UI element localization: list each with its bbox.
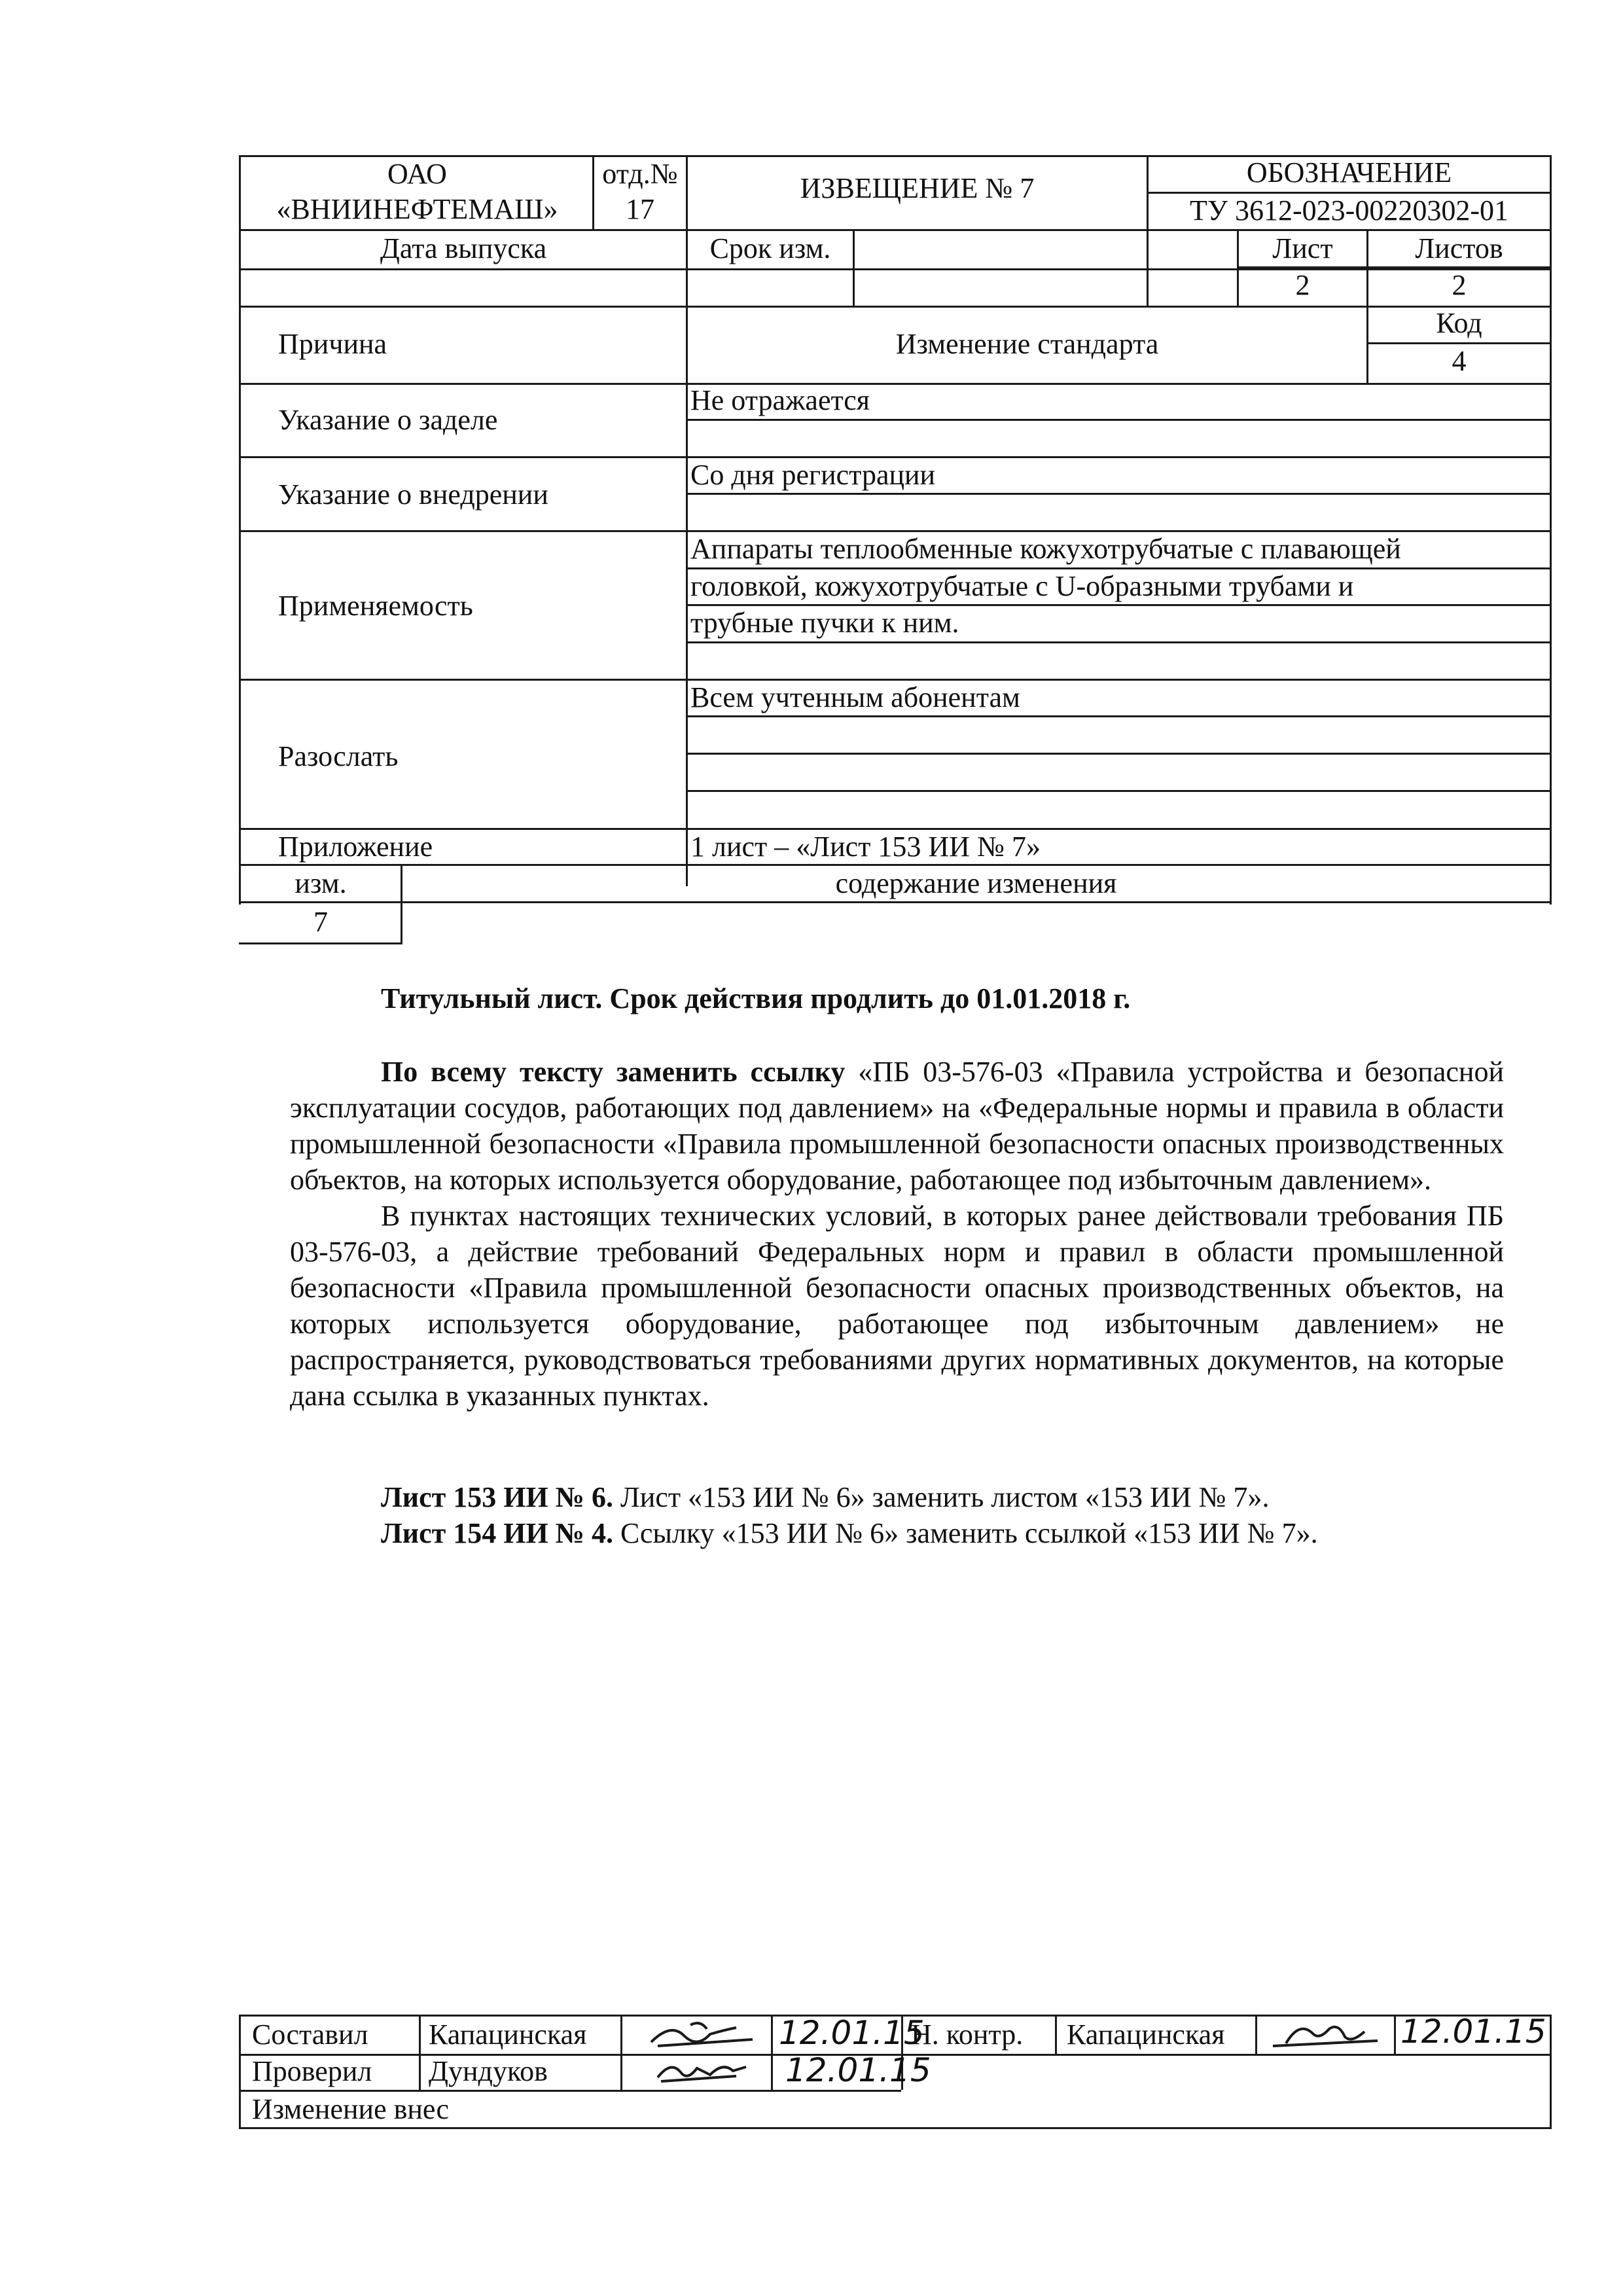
distribute-label: Разослать <box>278 740 399 772</box>
sheet-153-lead: Лист 153 ИИ № 6. <box>381 1481 613 1513</box>
replace-reference-lead: По всему тексту заменить ссылку <box>381 1056 846 1088</box>
norm-control-signature <box>1266 2017 1384 2054</box>
replace-reference-paragraph <box>290 1054 1504 1414</box>
sheets-label: Листов <box>1415 232 1503 264</box>
compiled-name: Капацинская <box>429 2018 587 2051</box>
reason-label: Причина <box>278 328 387 360</box>
dept-value: 17 <box>626 193 654 225</box>
sheet-154-line <box>381 1516 1318 1551</box>
reason-value: Изменение стандарта <box>895 328 1159 360</box>
change-term-label: Срок изм. <box>709 232 831 264</box>
issue-date-label: Дата выпуска <box>380 232 547 264</box>
org-name-line2: «ВНИИНЕФТЕМАШ» <box>276 193 558 225</box>
code-value: 4 <box>1452 345 1467 377</box>
compiled-signature <box>645 2016 762 2053</box>
notice-title: ИЗВЕЩЕНИЕ № 7 <box>800 172 1035 204</box>
code-label: Код <box>1436 307 1482 339</box>
designation-label: ОБОЗНАЧЕНИЕ <box>1246 156 1452 188</box>
applicability-line-3: трубные пучки к ним. <box>690 607 959 639</box>
appendix-value: 1 лист – «Лист 153 ИИ № 7» <box>690 831 1041 863</box>
org-name-line1: ОАО <box>387 158 447 190</box>
applicability-label: Применяемость <box>278 590 473 622</box>
designation-value: ТУ 3612-023-00220302-01 <box>1190 194 1508 226</box>
compiled-date: 12.01.15 <box>779 2014 925 2052</box>
sheet-label: Лист <box>1272 232 1333 264</box>
sheet-153-text: Лист «153 ИИ № 6» заменить листом «153 ИИ № 7». <box>613 1481 1270 1513</box>
sheet-number: 2 <box>1295 269 1310 301</box>
change-number: 7 <box>313 906 328 938</box>
norm-control-name: Капацинская <box>1067 2018 1225 2051</box>
checked-signature <box>651 2055 756 2089</box>
sheet-154-lead: Лист 154 ИИ № 4. <box>381 1517 613 1549</box>
dept-label: отд.№ <box>602 158 678 190</box>
implementation-value: Со дня регистрации <box>690 459 936 491</box>
applicability-line-1: Аппараты теплообменные кожухотрубчатые с плавающей <box>690 533 1401 565</box>
change-entered-label: Изменение внес <box>252 2093 450 2125</box>
change-label: изм. <box>294 867 347 899</box>
sheets-count: 2 <box>1452 269 1467 301</box>
checked-label: Проверил <box>252 2055 372 2087</box>
compiled-label: Составил <box>252 2018 368 2051</box>
applicability-line-2: головкой, кожухотрубчатые с U-образными трубами и <box>690 570 1354 602</box>
replace-reference-text: «ПБ 03-576-03 «Правила устройства и безопасной эксплуатации сосудов, работающих под давлением» на «Федеральные нормы и правила в области промышленной безопасности «Правила промышленной безопасности опасных производственных объектов, на которых используется оборудование, работающее под избыточным давлением». <box>290 1056 1504 1196</box>
implementation-label: Указание о внедрении <box>278 478 548 511</box>
norm-control-date: 12.01.15 <box>1400 2013 1546 2051</box>
distribute-value: Всем учтенным абонентам <box>690 681 1020 713</box>
pb-requirements-paragraph: В пунктах настоящих технических условий, в которых ранее действовали требования ПБ 03-576-03, а действие требований Федеральных норм и правил в области промышленной безопасности «Правила промышленной безопасности опасных производственных объектов, на которых используется оборудование, работающее под избыточным давлением» не распространяется, руководствоваться требованиями других нормативных документов, на которые дана ссылка в указанных пунктах. <box>290 1200 1504 1412</box>
checked-name: Дундуков <box>429 2055 548 2087</box>
backlog-value: Не отражается <box>690 384 870 416</box>
checked-date: 12.01.15 <box>785 2051 931 2089</box>
sheet-153-line <box>381 1480 1270 1515</box>
content-label: содержание изменения <box>835 867 1117 899</box>
backlog-label: Указание о заделе <box>278 404 498 436</box>
sheet-154-text: Ссылку «153 ИИ № 6» заменить ссылкой «153 ИИ № 7». <box>613 1517 1318 1549</box>
appendix-label: Приложение <box>278 831 433 863</box>
title-sheet-line: Титульный лист. Срок действия продлить до 01.01.2018 г. <box>381 982 1131 1014</box>
norm-control-label: Н. контр. <box>911 2018 1024 2051</box>
